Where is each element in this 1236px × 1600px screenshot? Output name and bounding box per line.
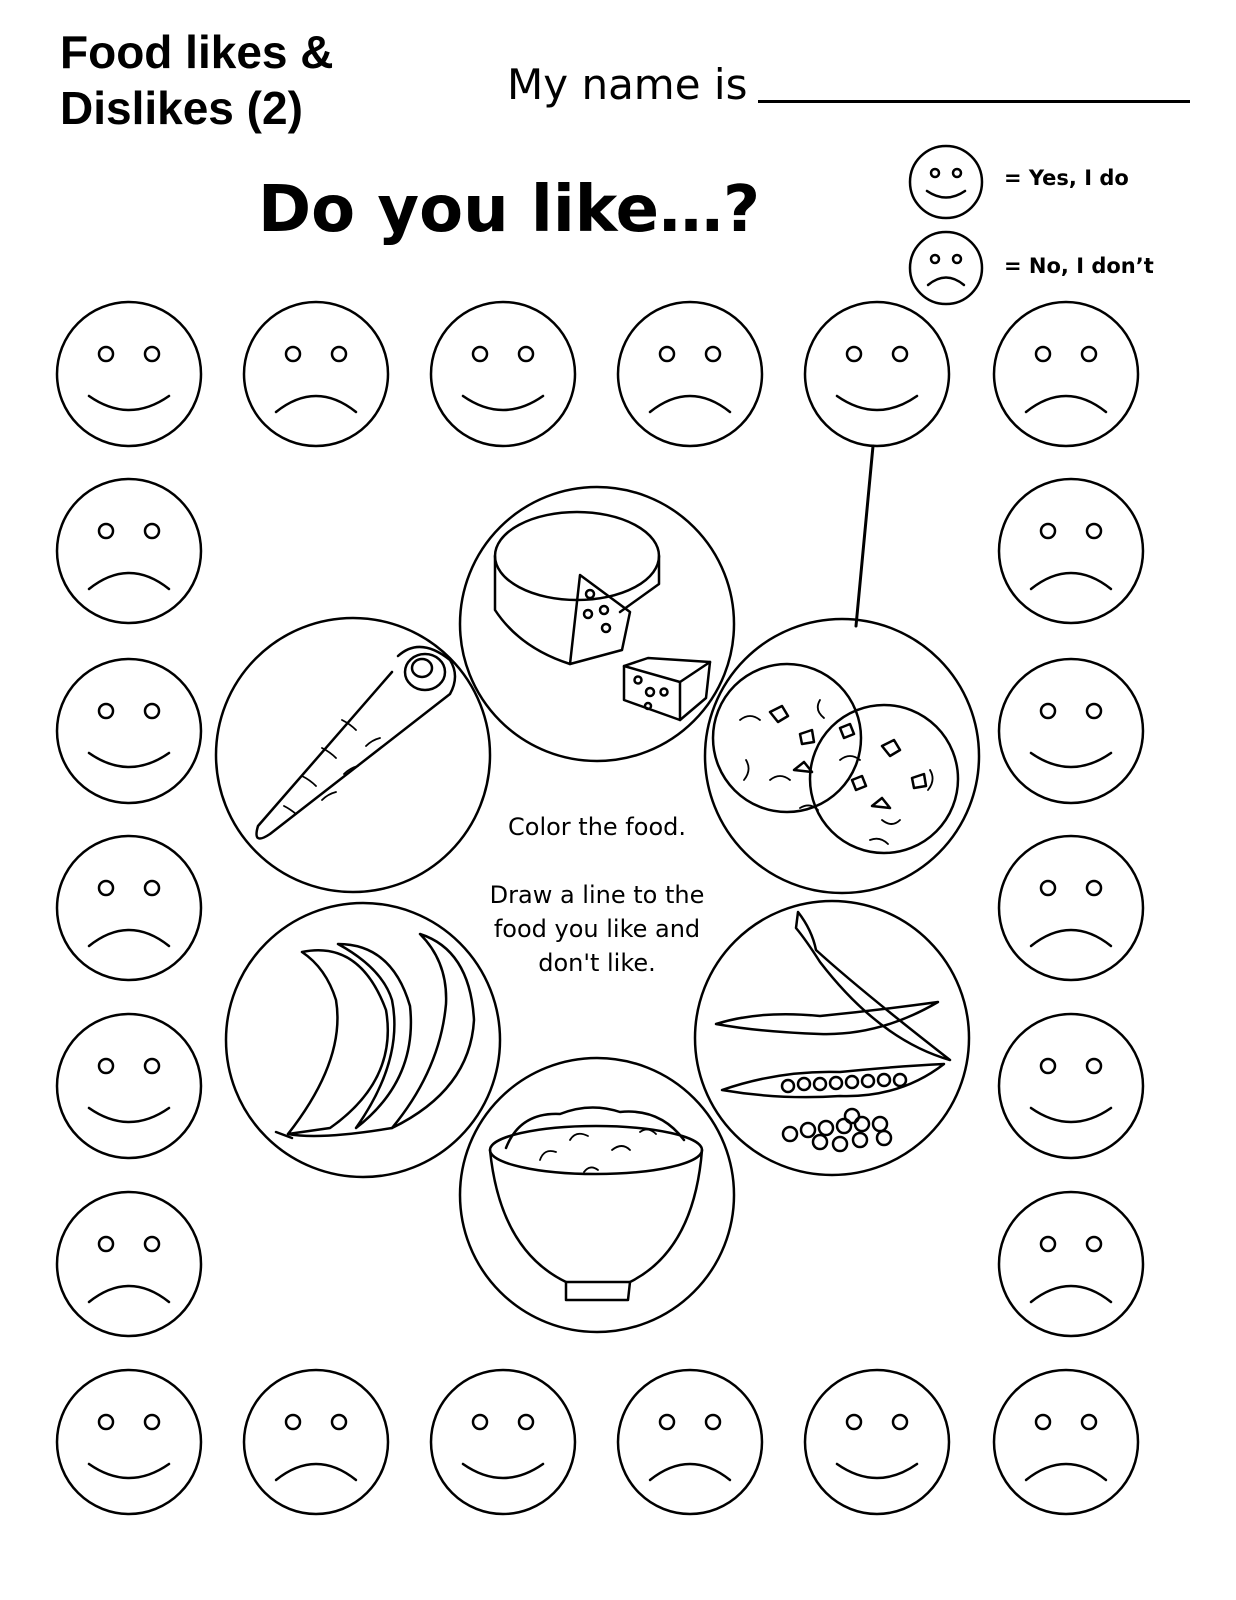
sad-face-icon xyxy=(910,232,982,304)
sad-face-icon[interactable] xyxy=(999,479,1143,623)
food-circle-peas[interactable] xyxy=(695,901,969,1175)
title-line-2: Dislikes (2) xyxy=(60,82,303,134)
instruction-draw-line: Draw a line to the food you like and don't like. xyxy=(489,881,705,977)
bananas-icon xyxy=(276,934,474,1138)
rice-bowl-icon xyxy=(490,1107,702,1300)
sad-face-icon[interactable] xyxy=(244,1370,388,1514)
smiley-face-icon[interactable] xyxy=(805,1370,949,1514)
cookies-icon xyxy=(713,664,958,853)
smiley-face-icon[interactable] xyxy=(999,1014,1143,1158)
smiley-face-icon[interactable] xyxy=(431,302,575,446)
sad-face-icon[interactable] xyxy=(994,302,1138,446)
food-circle-rice[interactable] xyxy=(460,1058,734,1332)
smiley-face-icon[interactable] xyxy=(57,1370,201,1514)
sad-face-icon[interactable] xyxy=(994,1370,1138,1514)
example-connector-line xyxy=(856,446,873,626)
sad-face-icon[interactable] xyxy=(999,1192,1143,1336)
smiley-face-icon[interactable] xyxy=(805,302,949,446)
peas-and-beans-icon xyxy=(716,912,950,1151)
sad-face-icon[interactable] xyxy=(244,302,388,446)
title-line-1: Food likes & xyxy=(60,26,334,78)
food-circle-bananas[interactable] xyxy=(226,903,500,1177)
food-circle-cheese[interactable] xyxy=(460,487,734,761)
smiley-face-icon[interactable] xyxy=(57,659,201,803)
sad-face-icon[interactable] xyxy=(999,836,1143,980)
sad-face-icon[interactable] xyxy=(618,302,762,446)
food-circle-cookies[interactable] xyxy=(705,619,979,893)
page-heading: Do you like…? xyxy=(258,173,761,247)
sad-face-icon[interactable] xyxy=(57,479,201,623)
carrot-icon xyxy=(257,647,456,839)
name-prompt: My name is xyxy=(507,60,748,109)
sad-face-icon[interactable] xyxy=(57,1192,201,1336)
smiley-face-icon[interactable] xyxy=(57,1014,201,1158)
sad-face-icon[interactable] xyxy=(57,836,201,980)
cheese-icon xyxy=(495,512,710,720)
smiley-face-icon[interactable] xyxy=(431,1370,575,1514)
sad-face-icon[interactable] xyxy=(618,1370,762,1514)
instruction-color: Color the food. xyxy=(508,813,686,841)
smiley-face-icon[interactable] xyxy=(999,659,1143,803)
legend-no-label: = No, I don’t xyxy=(1004,254,1154,278)
legend-yes-label: = Yes, I do xyxy=(1004,166,1129,190)
smiley-face-icon xyxy=(910,146,982,218)
smiley-face-icon[interactable] xyxy=(57,302,201,446)
